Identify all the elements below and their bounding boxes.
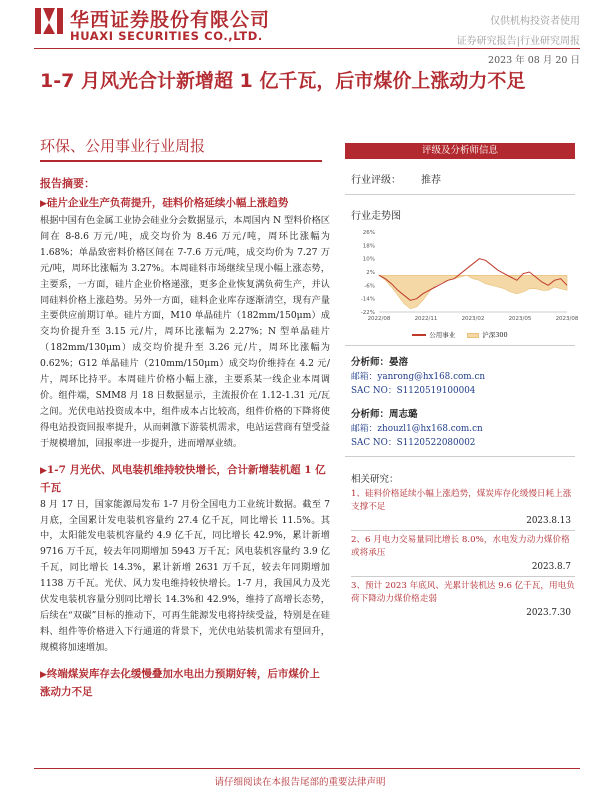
sidebar-title: 评级及分析师信息 xyxy=(345,143,575,159)
trend-chart-svg xyxy=(345,226,579,326)
related-title: 相关研究： xyxy=(351,474,399,485)
report-type: 证券研究报告|行业研究周报 xyxy=(456,36,580,47)
abstract-column xyxy=(40,175,330,701)
abstract-heading: ▶硅片企业生产负荷提升，硅料价格延续小幅上涨趋势 xyxy=(40,197,289,209)
y-tick-label: 18% xyxy=(362,243,375,250)
x-tick-label: 2022/08 xyxy=(367,316,391,322)
related-date: 2023.7.30 xyxy=(526,608,571,618)
section-title: 环保、公用事业行业周报 xyxy=(40,137,206,155)
abstract-label: 报告摘要： xyxy=(40,177,95,190)
page-header xyxy=(0,0,600,66)
huaxi-logo-icon xyxy=(34,6,64,36)
analyst-email[interactable]: 邮箱：yanrong@hx168.com.cn xyxy=(351,372,486,382)
y-tick-label: -14% xyxy=(360,296,375,303)
legend-area-icon xyxy=(467,333,479,338)
divider xyxy=(345,456,575,457)
abstract-paragraph: 根据中国有色金属工业协会硅业分会数据显示，本周国内 N 型料价格区间在 8-8.6 万元/吨，成交均价为 8.46 万元/吨，周环比涨幅为 1.68%；单晶致密料价格区间在 7-7.6 万元/吨，成交均价为 7.27 万元/吨，周环比涨幅为 3.27%。本周硅料市场继续呈现小幅上涨态势，主要系，一方面，硅片企业价格递涨，更多企业恢复满负荷生产，并认同硅料价格上涨趋势。另外一方面，硅料企业库存逐渐清空，现有产量主要供应前期订单。硅片方面，M10 单晶硅片（182mm/150μm）成交均价提升至 3.15 元/片，周环比涨幅为 2.27%；N 型单晶硅片（182mm/130μm）成交均价提升至 3.26 元/片，周环比涨幅为 0.62%；G12 单晶硅片（210mm/150μm）成交均价维持在 4.2 元/片，周环比持平。本周硅片价格小幅上涨，主要系某一线企业本周调价。组件端，SMM8 月 18 日数据显示，主流报价在 1.12-1.31 元/瓦之间。光伏电站投资成本中，组件成本占比较高，组件价格的下降将使得电站投资回报率提升，从而刺激下游装机需求，电站运营商有望受益于规模增加，回报率进一步提升，进而增厚业绩。 xyxy=(40,215,330,449)
y-tick-label: 10% xyxy=(362,256,375,263)
y-tick-label: 2% xyxy=(366,270,375,276)
related-date: 2023.8.7 xyxy=(531,562,571,572)
related-item[interactable] xyxy=(345,488,575,531)
x-tick-label: 2023/02 xyxy=(461,316,485,322)
related-link[interactable]: 3、预计 2023 年底风、光累计装机达 9.6 亿千瓦，用电负荷下降动力煤价格走弱 xyxy=(351,581,575,604)
divider xyxy=(351,576,575,577)
trend-chart xyxy=(345,226,579,330)
company-name-cn: 华西证券股份有限公司 xyxy=(70,9,271,31)
analyst-card xyxy=(345,408,575,450)
y-tick-label: 26% xyxy=(362,230,375,236)
x-tick-label: 2023/05 xyxy=(508,316,532,322)
analyst-sac: SAC NO：S1120519100004 xyxy=(351,386,476,396)
legend-line-icon xyxy=(412,334,426,336)
related-item[interactable] xyxy=(345,534,575,577)
industry-rating xyxy=(345,171,575,186)
y-tick-label: -22% xyxy=(360,310,375,316)
x-tick-label: 2022/11 xyxy=(414,316,438,322)
divider xyxy=(351,530,575,531)
chart-legend xyxy=(345,330,575,339)
related-date: 2023.8.13 xyxy=(526,516,571,526)
legend-item: 公用事业 xyxy=(412,330,455,339)
analyst-name: 分析师：周志璐 xyxy=(351,409,418,420)
sidebar xyxy=(345,143,579,618)
analyst-name: 分析师：晏溶 xyxy=(351,357,409,368)
related-link[interactable]: 1、硅料价格延续小幅上涨趋势，煤炭库存化缓慢日耗上涨支撑不足 xyxy=(351,489,572,512)
report-title: 1-7 月风光合计新增超 1 亿千瓦，后市煤价上涨动力不足 xyxy=(40,70,526,92)
series-area-hs300 xyxy=(379,275,567,308)
company-name-en: HUAXI SECURITIES CO.,LTD. xyxy=(70,29,263,43)
legend-item: 沪深300 xyxy=(467,330,507,339)
analyst-email[interactable]: 邮箱：zhouzl1@hx168.com.cn xyxy=(351,424,483,434)
trend-label: 行业走势图 xyxy=(351,211,401,222)
abstract-heading: ▶1-7 月光伏、风电装机维持较快增长，合计新增装机超 1 亿千瓦 xyxy=(40,463,326,494)
footer-divider xyxy=(34,768,580,769)
y-tick-label: -6% xyxy=(364,283,375,290)
abstract-heading: ▶终端煤炭库存去化缓慢叠加水电出力预期好转，后市煤价上涨动力不足 xyxy=(40,667,320,698)
divider xyxy=(345,194,575,195)
triangle-icon: ▶ xyxy=(40,199,47,209)
audience-tag: 仅供机构投资者使用 xyxy=(490,16,580,27)
analyst-card xyxy=(345,356,575,398)
analyst-sac: SAC NO：S1120522080002 xyxy=(351,438,476,448)
abstract-paragraph: 8 月 17 日，国家能源局发布 1-7 月份全国电力工业统计数据。截至 7 月底，全国累计发电装机容量约 27.4 亿千瓦，同比增长 11.5%。其中，太阳能发电装机容量约 4.9 亿千瓦，同比增长 42.9%，累计新增 9716 万千瓦，较去年同期增加 5943 万千瓦；风电装机容量约 3.9 亿千瓦，同比增长 14.3%，累计新增 2631 万千瓦，较去年同期增加 1138 万千瓦。光伏、风力发电维持较快增长。1-7 月，我国风力及光伏发电装机容量分别同比增长 14.3%和 42.9%，维持了高增长态势，后续在“双碳”目标的推动下，可再生能源发电将持续受益，特别是在硅料、组件等价格进入下行通道的背景下，光伏电站装机需求有望回升，规模将加速增加。 xyxy=(40,498,330,653)
divider xyxy=(345,345,575,346)
triangle-icon: ▶ xyxy=(40,669,47,680)
rating-label: 行业评级： xyxy=(351,175,401,186)
report-date: 2023 年 08 月 20 日 xyxy=(488,55,580,66)
header-divider xyxy=(34,48,580,49)
legal-notice: 请仔细阅读在本报告尾部的重要法律声明 xyxy=(214,777,386,788)
x-tick-label: 2023/08 xyxy=(555,316,579,322)
rating-value: 推荐 xyxy=(421,175,441,186)
section-divider xyxy=(40,160,322,162)
triangle-icon: ▶ xyxy=(40,465,47,476)
related-link[interactable]: 2、6 月电力交易量同比增长 8.0%，水电发力动力煤价格或将承压 xyxy=(351,535,570,558)
related-item[interactable] xyxy=(345,580,575,618)
